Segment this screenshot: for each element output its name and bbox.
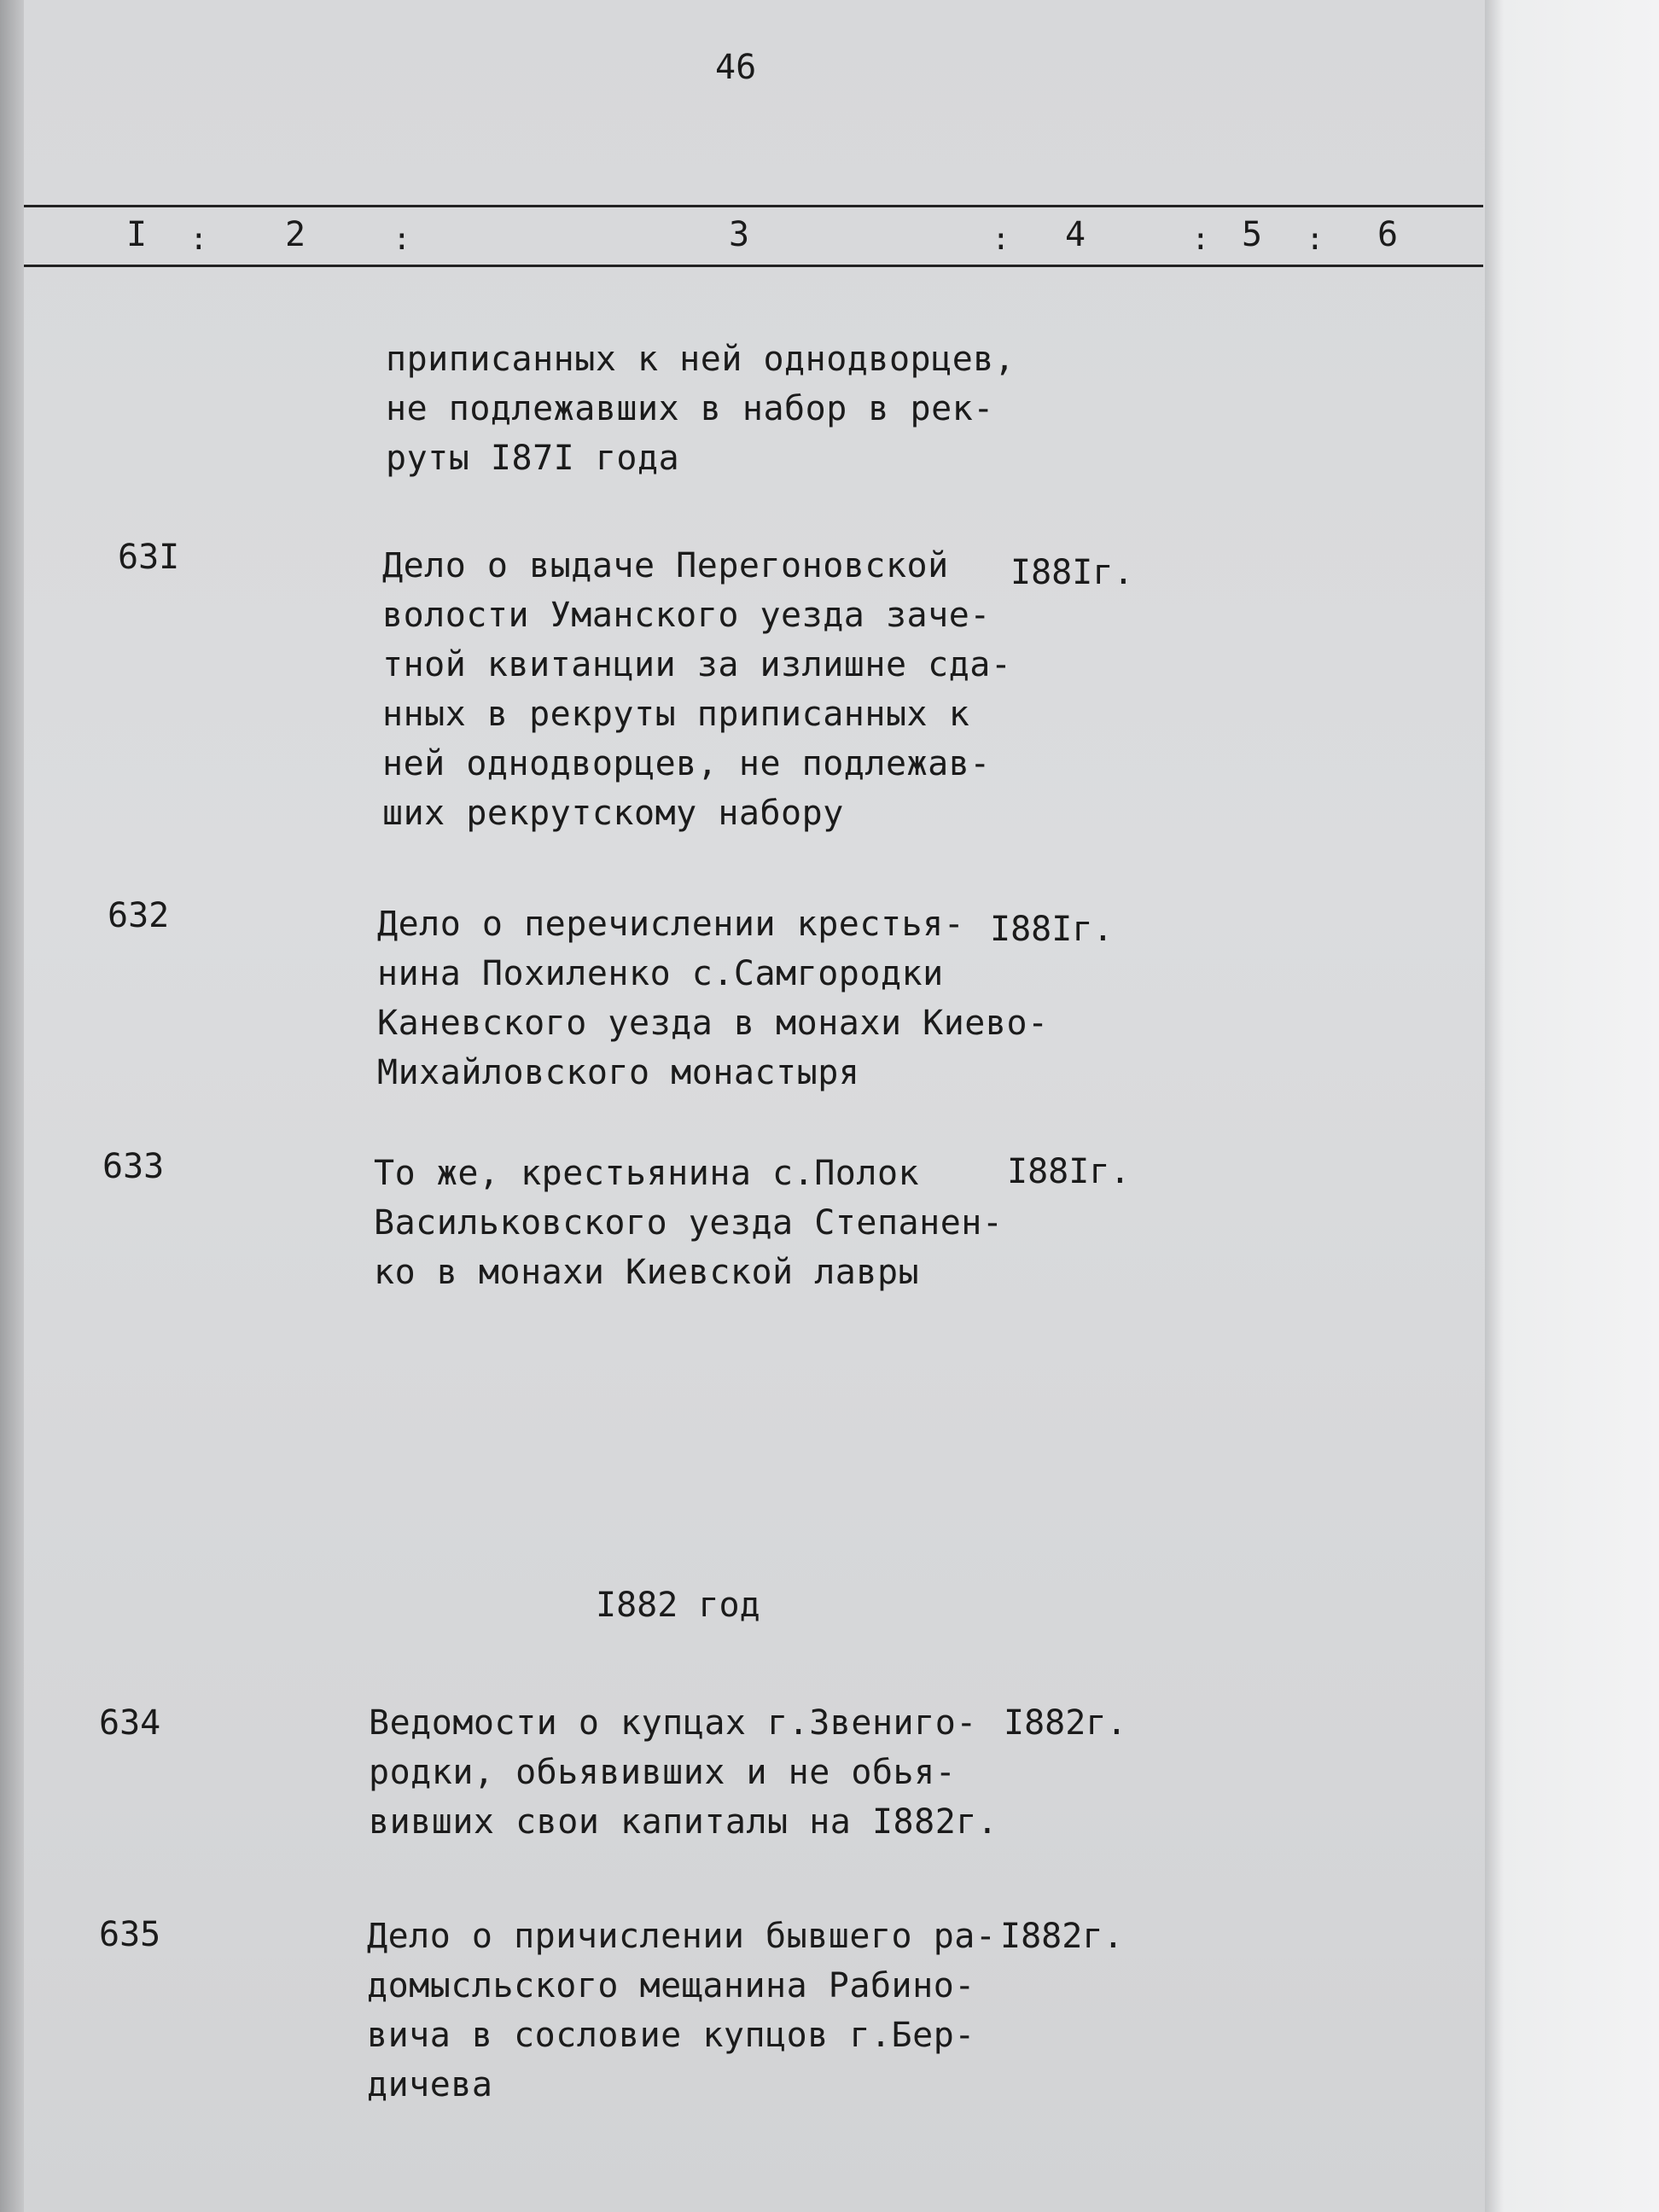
text-line: вича в сословие купцов г.Бер-	[367, 2016, 975, 2055]
text-line: Васильковского уезда Степанен-	[374, 1203, 1004, 1243]
document-page	[24, 0, 1487, 2212]
text-line: нина Похиленко с.Самгородки	[377, 954, 944, 993]
text-line: Дело о перечислении крестья-	[377, 905, 965, 944]
text-line: волости Уманского уезда заче-	[382, 596, 991, 635]
text-line: ней однодворцев, не подлежав-	[382, 744, 991, 783]
column-header-2: 2	[285, 215, 306, 254]
text-line: приписанных к ней однодворцев,	[386, 340, 1016, 379]
text-line: ших рекрутскому набору	[382, 794, 844, 833]
column-separator: :	[393, 222, 411, 257]
entry-date: I88Iг.	[1007, 1152, 1131, 1191]
column-header-3: 3	[729, 215, 750, 254]
entry-number: 63I	[118, 538, 180, 577]
entry-date: I882г.	[1000, 1917, 1124, 1956]
page-number: 46	[715, 48, 757, 87]
section-title-year: I882 год	[596, 1586, 760, 1625]
entry-date: I88Iг.	[1010, 553, 1134, 592]
text-line: родки, обьявивших и не обья-	[369, 1753, 957, 1792]
entry-date: I88Iг.	[990, 910, 1114, 949]
header-rule-bottom	[24, 265, 1483, 267]
page-edge	[1485, 0, 1659, 2212]
column-header-5: 5	[1242, 215, 1263, 254]
entry-description	[374, 1149, 1003, 1297]
text-line: домысльского мещанина Рабино-	[367, 1966, 975, 2005]
text-line: Михайловского монастыря	[377, 1053, 860, 1092]
column-separator: :	[1306, 222, 1324, 257]
entry-number: 634	[99, 1703, 161, 1743]
entry-description	[369, 1698, 998, 1847]
entry-number: 635	[99, 1915, 161, 1954]
text-line: руты I87I года	[386, 439, 680, 478]
text-line: Дело о причислении бывшего ра-	[367, 1917, 997, 1956]
column-separator: :	[189, 222, 208, 257]
entry-date: I882г.	[1004, 1703, 1127, 1743]
text-line: нных в рекруты приписанных к	[382, 695, 970, 734]
continuation-text	[386, 335, 1015, 483]
text-line: не подлежавших в набор в рек-	[386, 389, 994, 428]
entry-number: 632	[108, 896, 170, 935]
entry-description	[367, 1912, 996, 2110]
text-line: То же, крестьянина с.Полок	[374, 1154, 920, 1193]
text-line: вивших свои капиталы на I882г.	[369, 1802, 998, 1842]
entry-description	[377, 899, 1049, 1097]
entry-number: 633	[102, 1147, 165, 1186]
text-line: Ведомости о купцах г.Звениго-	[369, 1703, 977, 1743]
column-header-6: 6	[1377, 215, 1399, 254]
header-rule-top	[24, 205, 1483, 207]
text-line: ко в монахи Киевской лавры	[374, 1253, 920, 1292]
column-separator: :	[992, 222, 1010, 257]
text-line: Каневского уезда в монахи Киево-	[377, 1004, 1049, 1043]
text-line: Дело о выдаче Перегоновской	[382, 546, 949, 585]
text-line: дичева	[367, 2065, 493, 2104]
column-header-1: I	[126, 215, 148, 254]
column-header-4: 4	[1065, 215, 1086, 254]
column-separator: :	[1191, 222, 1210, 257]
text-line: тной квитанции за излишне сда-	[382, 645, 1012, 684]
entry-description	[382, 541, 1011, 838]
